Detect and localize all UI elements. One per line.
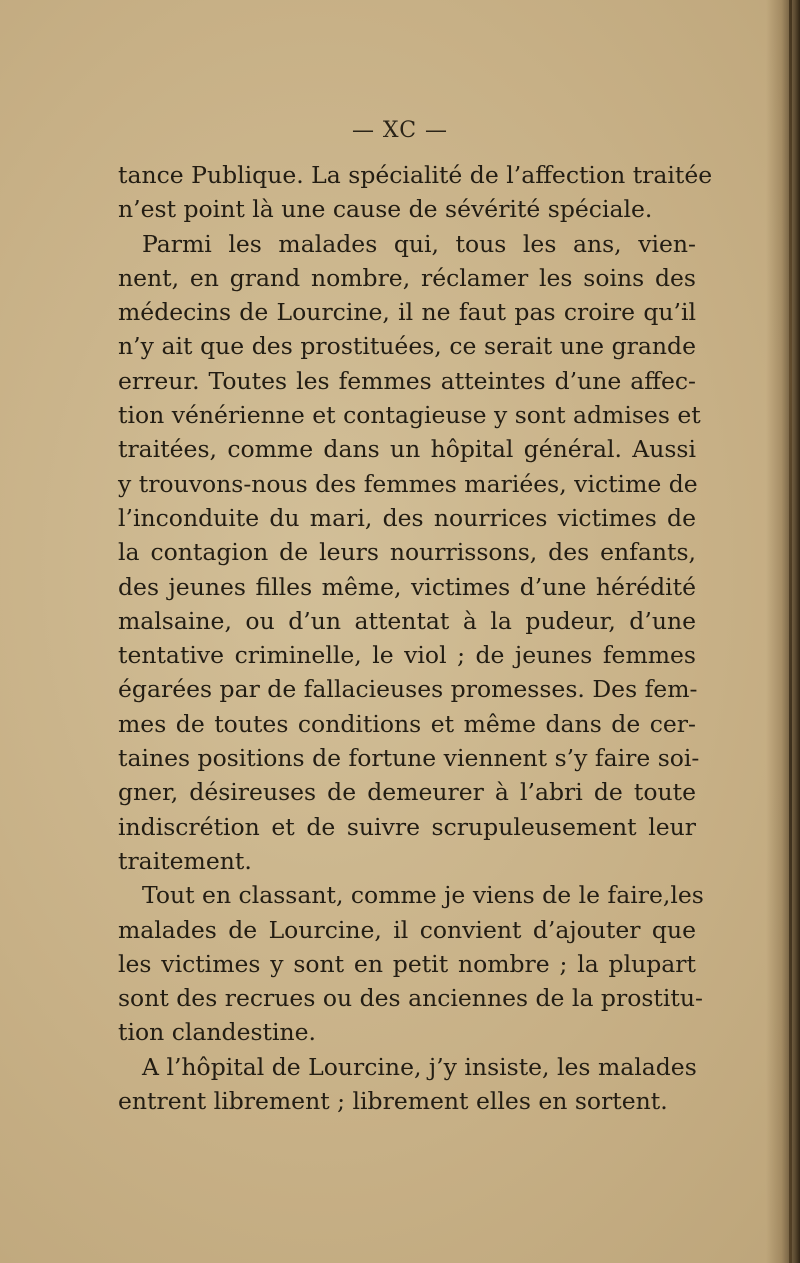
text-line: l’inconduite du mari, des nourrices victimes de <box>118 503 696 532</box>
text-line: tance Publique. La spécialité de l’affection traitée <box>118 161 713 189</box>
page-edge-shadow <box>766 0 800 1263</box>
text-line: malades de Lourcine, il convient d’ajouter que <box>118 915 696 944</box>
text-line: erreur. Toutes les femmes atteintes d’une affec- <box>118 366 696 395</box>
text-line: indiscrétion et de suivre scrupuleusement leur <box>118 812 696 841</box>
text-line: traitées, comme dans un hôpital général. Aussi <box>118 435 696 464</box>
text-line: n’est point là une cause de sévérité spéciale. <box>118 195 653 224</box>
body-text <box>118 158 713 1118</box>
text-line: taines positions de fortune viennent s’y faire soi- <box>118 744 700 773</box>
text-line: nent, en grand nombre, réclamer les soins des <box>118 263 696 292</box>
text-line: tion vénérienne et contagieuse y sont admises et <box>118 401 701 430</box>
text-line: entrent librement ; librement elles en sortent. <box>118 1087 668 1116</box>
text-line: médecins de Lourcine, il ne faut pas croire qu’il <box>118 298 696 327</box>
text-line: égarées par de fallacieuses promesses. Des fem- <box>118 675 698 704</box>
text-line: y trouvons-nous des femmes mariées, victime de <box>118 469 698 498</box>
text-line: des jeunes filles même, victimes d’une hérédité <box>118 572 696 601</box>
text-line: n’y ait que des prostituées, ce serait une grande <box>118 332 696 361</box>
text-line: gner, désireuses de demeurer à l’abri de toute <box>118 778 696 807</box>
text-line: la contagion de leurs nourrissons, des enfants, <box>118 538 696 567</box>
text-line: mes de toutes conditions et même dans de cer- <box>118 709 696 738</box>
text-line: tion clandestine. <box>118 1018 317 1047</box>
text-line: tentative criminelle, le viol ; de jeunes femmes <box>118 641 696 670</box>
text-line: Tout en classant, comme je viens de le faire,les <box>142 881 704 910</box>
text-line: les victimes y sont en petit nombre ; la plupart <box>118 949 696 978</box>
text-line: A l’hôpital de Lourcine, j’y insiste, les malades <box>142 1052 697 1081</box>
binding-edge <box>789 0 792 1263</box>
text-line: traitement. <box>118 846 252 875</box>
text-line: sont des recrues ou des anciennes de la prostitu- <box>118 984 703 1013</box>
running-head: — XC — <box>351 118 449 143</box>
text-line: Parmi les malades qui, tous les ans, vien- <box>142 229 696 258</box>
text-line: malsaine, ou d’un attentat à la pudeur, d’une <box>118 606 696 635</box>
